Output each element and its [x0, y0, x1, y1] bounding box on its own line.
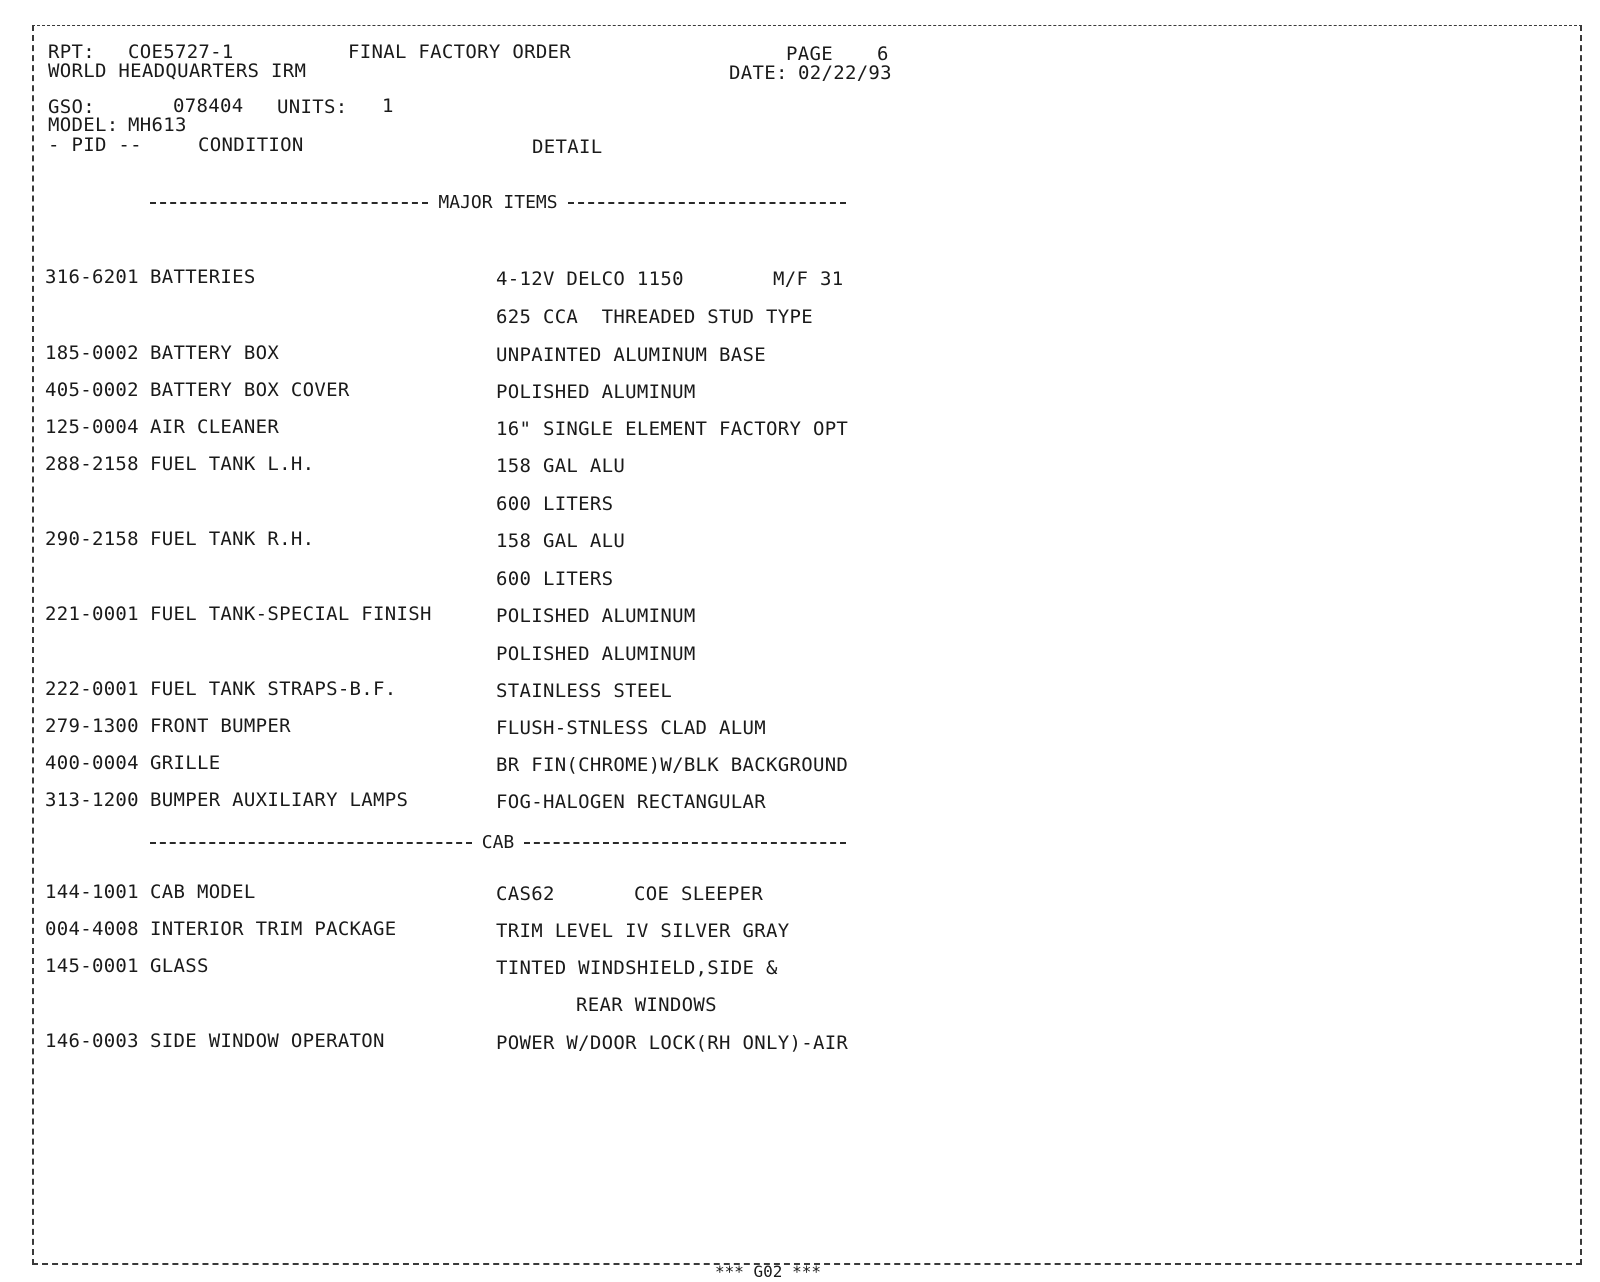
row-condition: BATTERY BOX COVER [150, 379, 350, 401]
row-pid: 400-0004 [45, 752, 139, 774]
row-detail: 158 GAL ALU [496, 530, 626, 552]
row-detail-extra: COE SLEEPER [634, 883, 764, 905]
report-title: FINAL FACTORY ORDER [348, 41, 572, 63]
row-detail: 600 LITERS [496, 568, 614, 590]
row-pid: 146-0003 [45, 1030, 139, 1052]
row-detail: UNPAINTED ALUMINUM BASE [496, 344, 766, 366]
row-condition: BATTERIES [150, 266, 256, 288]
row-detail: TINTED WINDSHIELD,SIDE & [496, 957, 778, 979]
row-detail: 4-12V DELCO 1150 [496, 268, 684, 290]
gso-label: GSO: [48, 96, 95, 118]
row-condition: FUEL TANK STRAPS-B.F. [150, 678, 397, 700]
row-condition: FUEL TANK L.H. [150, 453, 315, 475]
row-pid: 290-2158 [45, 528, 139, 550]
row-detail: FLUSH-STNLESS CLAD ALUM [496, 717, 766, 739]
row-pid: 288-2158 [45, 453, 139, 475]
page-label: PAGE [786, 43, 833, 65]
column-pid: - PID -- [48, 134, 142, 156]
row-detail: 158 GAL ALU [496, 455, 626, 477]
row-detail: TRIM LEVEL IV SILVER GRAY [496, 920, 790, 942]
row-detail: POLISHED ALUMINUM [496, 381, 696, 403]
row-detail: POWER W/DOOR LOCK(RH ONLY)-AIR [496, 1032, 849, 1054]
units-value: 1 [382, 95, 394, 117]
row-detail: REAR WINDOWS [576, 994, 717, 1016]
row-detail: CAS62 [496, 883, 555, 905]
row-pid: 004-4008 [45, 918, 139, 940]
row-detail: 16" SINGLE ELEMENT FACTORY OPT [496, 418, 849, 440]
row-pid: 316-6201 [45, 266, 139, 288]
row-pid: 222-0001 [45, 678, 139, 700]
model-value: MH613 [128, 114, 187, 136]
section-major-items [150, 192, 846, 213]
column-condition: CONDITION [198, 134, 304, 156]
row-pid: 144-1001 [45, 881, 139, 903]
organization: WORLD HEADQUARTERS IRM [48, 60, 307, 82]
row-condition: FUEL TANK-SPECIAL FINISH [150, 603, 432, 625]
model-label: MODEL: [48, 114, 119, 136]
section-cab [150, 832, 846, 853]
row-condition: CAB MODEL [150, 881, 256, 903]
row-condition: BUMPER AUXILIARY LAMPS [150, 789, 409, 811]
row-pid: 221-0001 [45, 603, 139, 625]
row-detail: BR FIN(CHROME)W/BLK BACKGROUND [496, 754, 849, 776]
units-label: UNITS: [277, 96, 348, 118]
row-pid: 279-1300 [45, 715, 139, 737]
row-condition: INTERIOR TRIM PACKAGE [150, 918, 397, 940]
section-rule-right [568, 202, 846, 204]
rpt-label: RPT: [48, 41, 95, 63]
row-condition: BATTERY BOX [150, 342, 280, 364]
row-pid: 185-0002 [45, 342, 139, 364]
section-rule-left [150, 202, 428, 204]
row-pid: 145-0001 [45, 955, 139, 977]
row-condition: FUEL TANK R.H. [150, 528, 315, 550]
page-number: 6 [877, 43, 889, 65]
row-condition: AIR CLEANER [150, 416, 280, 438]
row-detail: POLISHED ALUMINUM [496, 643, 696, 665]
column-detail: DETAIL [532, 136, 603, 158]
row-pid: 405-0002 [45, 379, 139, 401]
page-footer-code: *** G02 *** [715, 1262, 821, 1281]
row-condition: SIDE WINDOW OPERATON [150, 1030, 385, 1052]
section-rule-right [524, 842, 846, 844]
row-detail: POLISHED ALUMINUM [496, 605, 696, 627]
row-detail: 600 LITERS [496, 493, 614, 515]
section-title: MAJOR ITEMS [438, 192, 558, 213]
gso-value: 078404 [173, 95, 244, 117]
row-detail-extra: M/F 31 [773, 268, 844, 290]
row-detail: STAINLESS STEEL [496, 680, 673, 702]
rpt-value: COE5727-1 [128, 41, 234, 63]
row-pid: 313-1200 [45, 789, 139, 811]
row-condition: FRONT BUMPER [150, 715, 291, 737]
section-rule-left [150, 842, 472, 844]
section-title: CAB [481, 832, 515, 853]
row-detail: FOG-HALOGEN RECTANGULAR [496, 791, 766, 813]
date-value: 02/22/93 [798, 62, 892, 84]
row-condition: GRILLE [150, 752, 221, 774]
date-label: DATE: [729, 62, 788, 84]
row-condition: GLASS [150, 955, 209, 977]
row-detail: 625 CCA THREADED STUD TYPE [496, 306, 813, 328]
row-pid: 125-0004 [45, 416, 139, 438]
